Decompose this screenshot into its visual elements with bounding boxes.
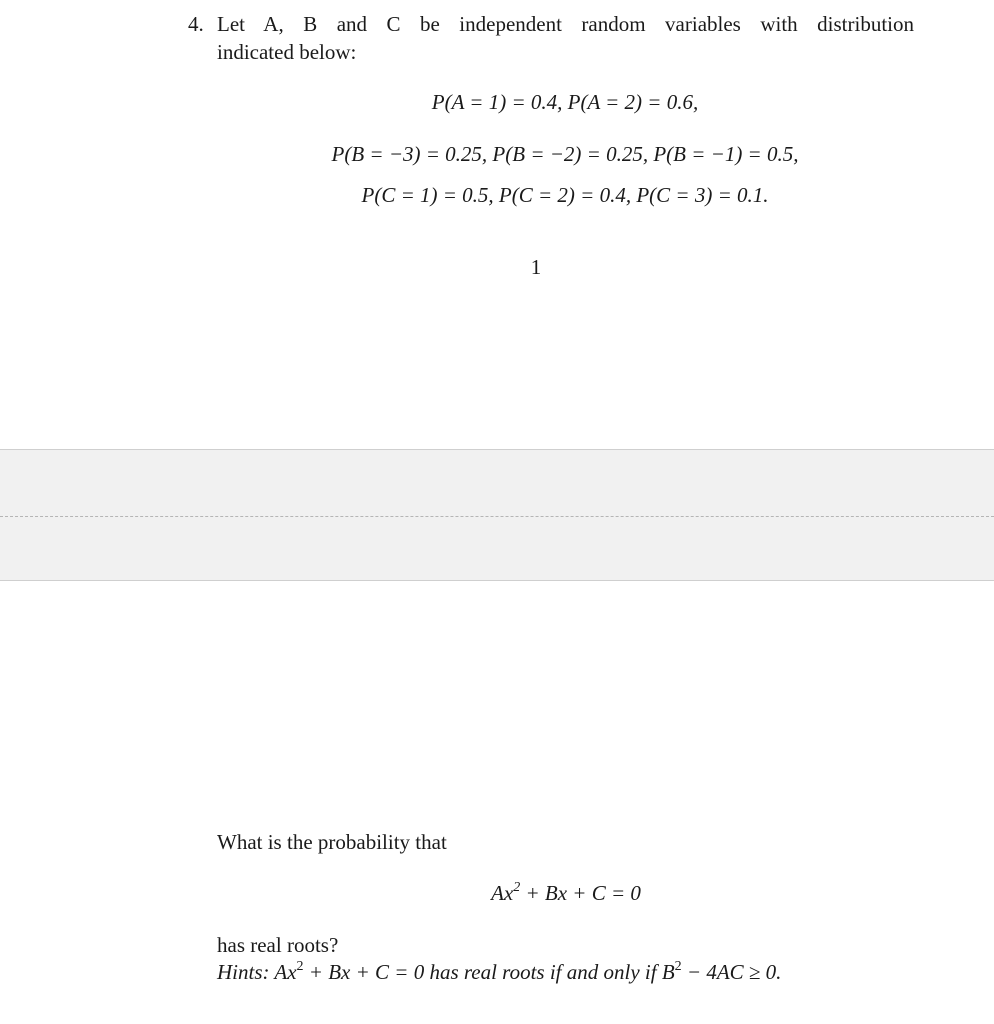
hint-cond-part1: B: [661, 960, 675, 984]
equation-lhs-part2: + Bx + C = 0: [520, 881, 641, 905]
equation-exponent: 2: [513, 880, 521, 895]
question-text: What is the probability that: [217, 830, 447, 854]
hint-label: Hints:: [217, 960, 270, 984]
problem-number: 4.: [188, 12, 204, 36]
hint-text: [217, 958, 781, 986]
problem-intro-line-2: indicated below:: [217, 40, 357, 64]
page-break-divider: [0, 516, 994, 517]
hint-eq-part2: + Bx + C = 0: [303, 960, 430, 984]
distribution-a: P(A = 1) = 0.4, P(A = 2) = 0.6,: [431, 90, 699, 114]
hint-eq-exponent: 2: [296, 959, 304, 974]
hint-condition-text: has real roots if and only if: [429, 960, 662, 984]
hint-cond-exponent: 2: [674, 959, 682, 974]
problem-intro-line-1: Let A, B and C be independent random variables with distribution: [217, 12, 914, 36]
roots-question: has real roots?: [217, 933, 339, 957]
page-number: 1: [530, 255, 542, 279]
distribution-b: P(B = −3) = 0.25, P(B = −2) = 0.25, P(B = −1) = 0.5,: [331, 142, 799, 166]
distribution-c: P(C = 1) = 0.5, P(C = 2) = 0.4, P(C = 3) = 0.1.: [361, 183, 769, 207]
equation-lhs-part1: Ax: [491, 881, 514, 905]
quadratic-equation: [0, 879, 994, 907]
page-break-gap: [0, 449, 994, 581]
page-top: [0, 0, 994, 449]
hint-eq-part1: Ax: [274, 960, 297, 984]
hint-cond-part2: − 4AC ≥ 0.: [681, 960, 782, 984]
